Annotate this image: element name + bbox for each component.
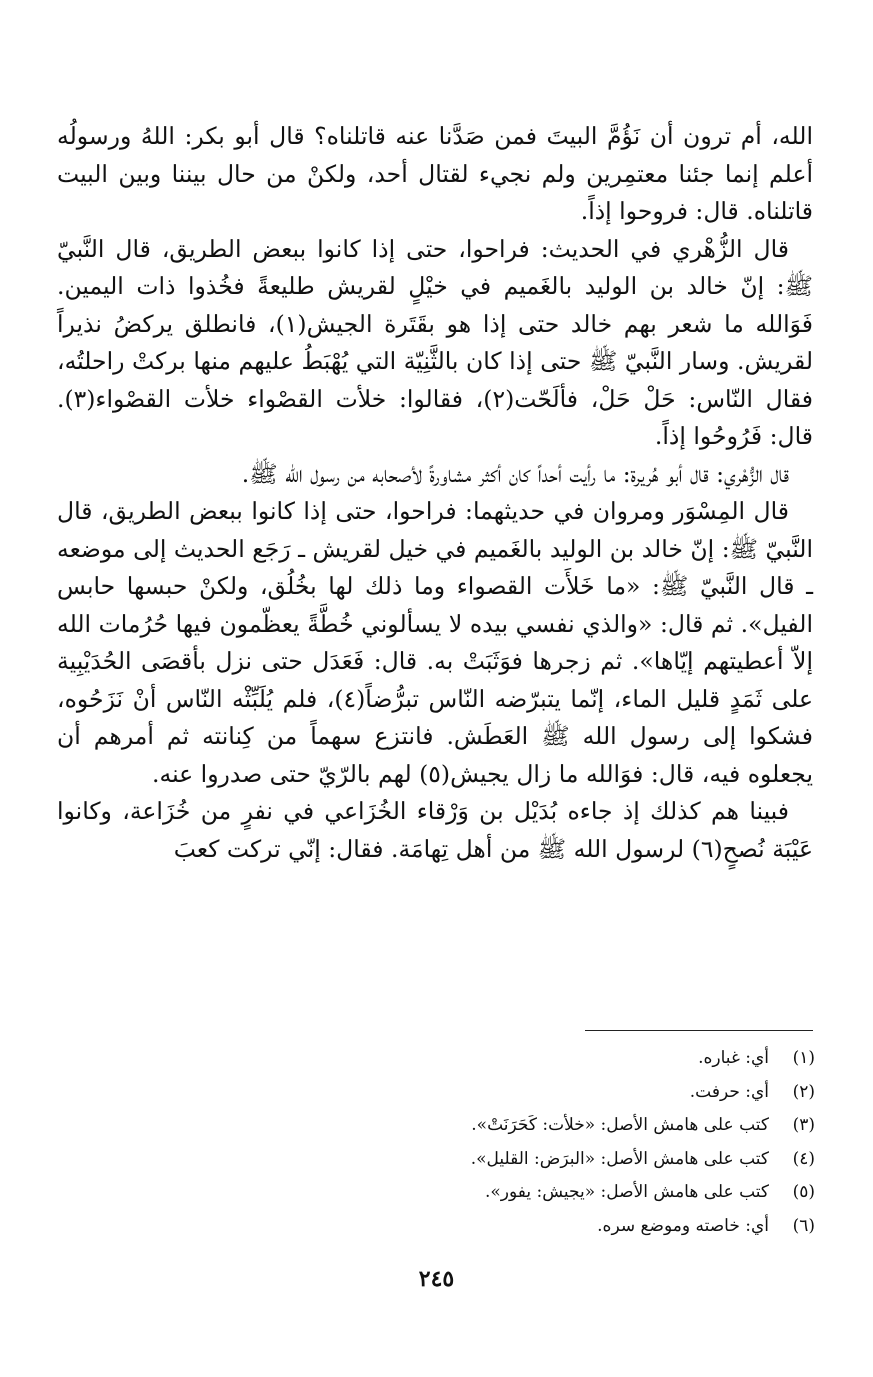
footnote-number: (١) <box>792 1048 815 1068</box>
footnote-text: كتب على هامش الأصل: «يجيش: يفور». <box>484 1182 769 1202</box>
footnote-number: (٤) <box>792 1148 815 1169</box>
footnote-1 <box>55 1042 815 1076</box>
footnote-number: (٦) <box>792 1215 815 1236</box>
paragraph-1: الله، أم ترون أن نَؤُمَّ البيتَ فمن صَدَّنا عنه قاتلناه؟ قال أبو بكر: اللهُ ورسولُه أعلم إنما جئنا معتمِرين ولم نجيء لقتال أحد، ولكنْ من حال بيننا وبين البيت قاتلناه. قال: فروحوا إذاً. <box>57 122 813 225</box>
footnote-text: أي: غباره. <box>698 1048 769 1068</box>
paragraph-2: قال الزُّهْري في الحديث: فراحوا، حتى إذا كانوا ببعض الطريق، قال النَّبيّ ﷺ: إنّ خالد بن الوليد بالغَميم في خيْلٍ لقريش طليعةً فخُذوا ذات اليمين. فَوَالله ما شعر بهم خالد حتى إذا هو بقَتَرة الجيش(١)، فانطلق يركضُ نذيراً لقريش. وسار النَّبيّ ﷺ حتى إذا كان بالثَّنِيّة التي يُهْبَطُ عليهم منها بركتْ راحلتُه، فقال النّاس: حَلْ حَلْ، فألَحّت(٢)، فقالوا: خلأت القصْواء خلأت القصْواء(٣). قال: فَرُوحُوا إذاً. <box>57 234 814 450</box>
paragraph-3: قال الزُّهْري: قال أبو هُريرة: ما رأيت أحداً كان أكثر مشاورةً لأصحابه من رسول الله ﷺ. <box>241 459 789 488</box>
page-number: ٢٤٥ <box>418 1266 455 1292</box>
paragraph-4: قال المِسْوَر ومروان في حديثهما: فراحوا، حتى إذا كانوا ببعض الطريق، قال النَّبيّ ﷺ: إنّ خالد بن الوليد بالغَميم في خيل لقريش ـ رَجَع الحديث إلى موضعه ـ قال النَّبيّ ﷺ: «ما خَلأَت القصواء وما ذلك لها بخُلُق، ولكنْ حبسها حابس الفيل». ثم قال: «والذي نفسي بيده لا يسألوني خُطَّةً يعظّمون فيها حُرُمات الله إلاّ أعطيتهم إيّاها». ثم زجرها فوَثَبَتْ به. قال: فَعَدَل حتى نزل بأقصَى الحُدَيْبِية على ثَمَدٍ قليل الماء، إنّما يتبرّضه النّاس تبرُّضاً(٤)، فلم يُلَبِّثْه النّاس أنْ نَزَحُوه، فشكوا إلى رسول الله ﷺ العَطَش. فانتزع سهماً من كِنانته ثم أمرهم أن يجعلوه فيه، قال: فوَالله ما زال يجيش(٥) لهم بالرّيّ حتى صدروا عنه. <box>57 497 814 788</box>
footnote-3 <box>55 1109 815 1143</box>
footnote-5 <box>55 1176 815 1210</box>
footnote-4 <box>55 1143 815 1177</box>
footnote-text: أي: خاصته وموضع سره. <box>597 1215 769 1236</box>
paragraph-5: فبينا هم كذلك إذ جاءه بُدَيْل بن وَرْقاء الخُزَاعي في نفرٍ من خُزَاعة، وكانوا عَيْبَة نُصحٍ(٦) لرسول الله ﷺ من أهل تِهامَة. فقال: إنّي تركت كعبَ <box>57 797 813 863</box>
main-text <box>57 118 813 868</box>
footnotes <box>55 1042 815 1243</box>
footnote-number: (٢) <box>792 1081 815 1102</box>
footnote-text: أي: حرفت. <box>689 1081 769 1102</box>
footnote-number: (٣) <box>792 1115 815 1135</box>
footnote-text: كتب على هامش الأصل: «البرَض: القليل». <box>470 1148 769 1169</box>
footnote-separator <box>585 1030 813 1031</box>
footnote-number: (٥) <box>792 1182 815 1202</box>
footnote-6 <box>55 1210 815 1244</box>
footnote-text: كتب على هامش الأصل: «خلأت: كَحَرَنَتْ». <box>471 1115 769 1135</box>
footnote-2 <box>55 1076 815 1110</box>
